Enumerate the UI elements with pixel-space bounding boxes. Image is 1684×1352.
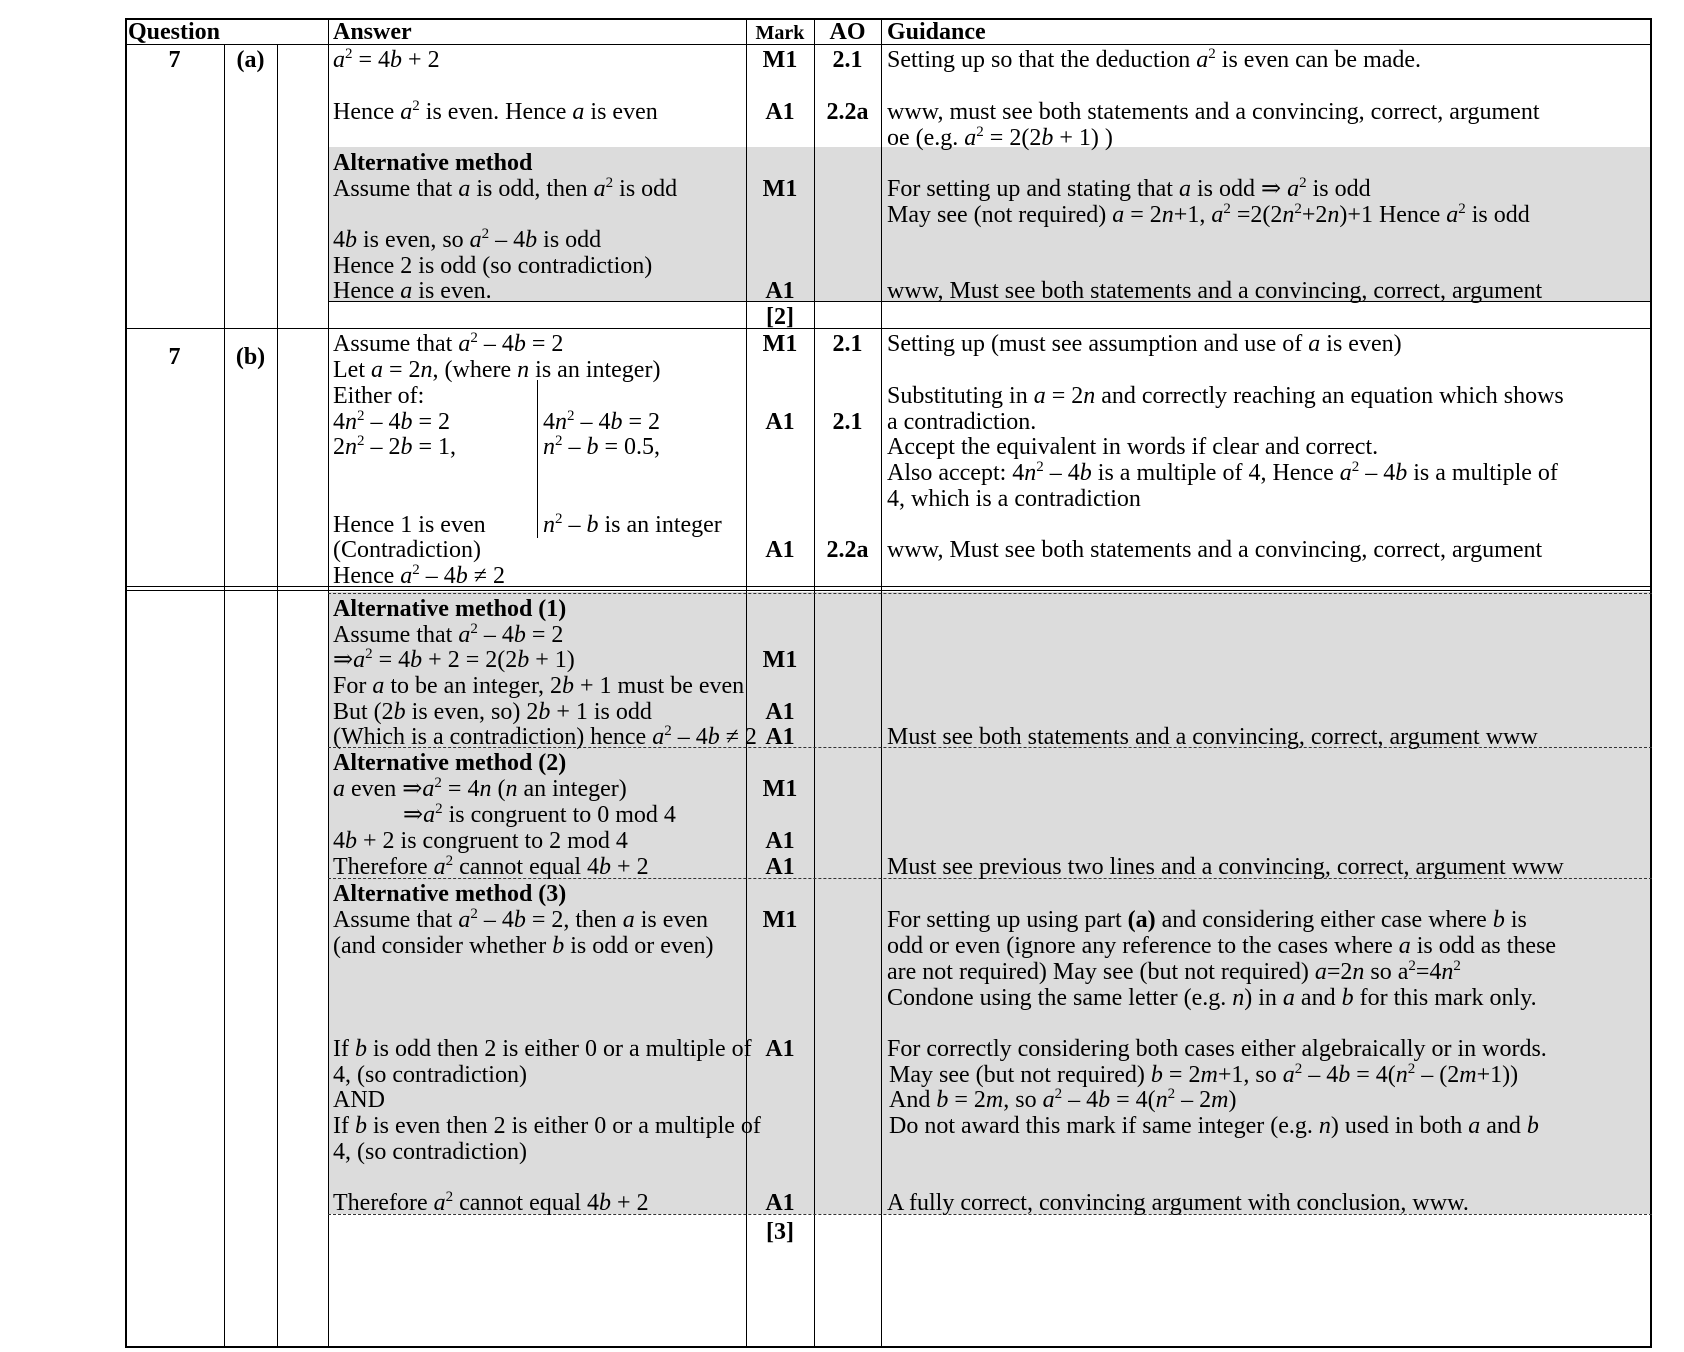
mark-cell: M1 [762,776,798,802]
guidance-line: And b = 2m, so $a^2 - 4b = 4(n^2 - 2m)$ [889,1086,1237,1113]
alt-method-title: Alternative method [333,150,533,176]
answer-line: Assume that $a^2 - 4b = 2$ [333,621,564,648]
total-marks: [3] [766,1219,794,1245]
answer-line: Therefore $a^2$ cannot equal 4b + 2 [333,1189,649,1216]
answer-line: Hence a is even. [333,278,492,304]
answer-line: AND [333,1087,385,1113]
ao-cell: 2.1 [832,331,863,357]
ao-cell: 2.2a [826,99,869,125]
answer-line: If b is odd then 2 is either 0 or a multiple of [333,1036,752,1062]
guidance-line: Accept the equivalent in words if clear and correct. [887,434,1379,460]
guidance-line: www, must see both statements and a convincing, correct, argument [887,99,1540,125]
header-answer: Answer [333,19,412,45]
guidance-line: a contradiction. [887,409,1037,435]
mark-cell: A1 [765,854,795,880]
question-part: (a) [236,47,265,73]
mark-cell: M1 [762,907,798,933]
answer-line: Hence $a^2 - 4b \ne 2$ [333,562,505,589]
guidance-line: oe (e.g. $a^2 = 2(2b + 1)$ ) [887,124,1113,151]
guidance-line: www, Must see both statements and a convincing, correct, argument [887,537,1543,563]
mark-scheme-page [125,18,1652,1348]
answer-line: (Which is a contradiction) hence $a^2 - 4b \ne 2$ [333,723,757,750]
answer-line: Assume that $a^2 - 4b = 2$ [333,330,564,357]
answer-line: Hence 2 is odd (so contradiction) [333,253,653,279]
alt-method-title: Alternative method (2) [333,750,567,776]
guidance-line: May see (not required) a = 2n+1, $a^2 =2(2n^2+2n)+1$ Hence $a^2$ is odd [887,201,1530,228]
alt-method-title: Alternative method (1) [333,596,567,622]
answer-line: $2n^2 - 2b = 1$, [333,433,457,460]
guidance-line: For correctly considering both cases either algebraically or in words. [887,1036,1547,1062]
header-question: Question [128,19,221,45]
header-mark: Mark [755,22,805,44]
total-marks: [2] [766,304,794,330]
guidance-line: Condone using the same letter (e.g. n) in a and b for this mark only. [887,985,1537,1011]
answer-line: a even $\Rightarrow a^2 = 4n$ (n an integer) [333,775,627,802]
answer-line: 4, (so contradiction) [333,1062,527,1088]
answer-line: For a to be an integer, 2b + 1 must be even [333,673,745,699]
answer-line: Assume that $a^2 - 4b = 2$, then a is even [333,906,708,933]
mark-cell: A1 [765,99,795,125]
mark-cell: M1 [762,331,798,357]
answer-line: Let a = 2n, (where n is an integer) [333,357,661,383]
answer-line: If b is even then 2 is either 0 or a multiple of [333,1113,761,1139]
guidance-line: For setting up and stating that a is odd ⇒ $a^2$ is odd [887,175,1371,202]
guidance-line: Substituting in a = 2n and correctly reaching an equation which shows [887,383,1564,409]
guidance-line: A fully correct, convincing argument with conclusion, www. [887,1190,1469,1216]
guidance-line: odd or even (ignore any reference to the cases where a is odd as these [887,933,1557,959]
ao-cell: 2.2a [826,537,869,563]
guidance-line: Setting up so that the deduction $a^2$ is even can be made. [887,46,1422,73]
question-number: 7 [168,344,181,370]
answer-line: Hence 1 is even [333,512,486,538]
guidance-line: May see (but not required) b = 2m+1, so $a^2 - 4b = 4(n^2 - (2m+1))$ [889,1061,1519,1088]
header-ao: AO [829,19,866,45]
guidance-line: Do not award this mark if same integer (e.g. n) used in both a and b [889,1113,1539,1139]
answer-line: $\Rightarrow a^2$ is congruent to 0 mod 4 [403,801,676,828]
ao-cell: 2.1 [832,47,863,73]
answer-line: $4n^2 - 4b = 2$ [543,408,661,435]
question-part: (b) [235,344,266,370]
guidance-line: are not required) May see (but not required) a=2n so $a^2=4n^2$ [887,958,1461,985]
answer-line: (Contradiction) [333,537,481,563]
answer-line: $n^2$ – b is an integer [543,511,722,538]
mark-cell: A1 [765,409,795,435]
mark-cell: A1 [765,1190,795,1216]
guidance-line: Setting up (must see assumption and use of a is even) [887,331,1402,357]
answer-line: 4, (so contradiction) [333,1139,527,1165]
mark-cell: A1 [765,537,795,563]
answer-line: Therefore $a^2$ cannot equal 4b + 2 [333,853,649,880]
mark-cell: M1 [762,176,798,202]
answer-line: $4n^2 - 4b = 2$ [333,408,451,435]
guidance-line: 4, which is a contradiction [887,486,1141,512]
ao-cell: 2.1 [832,409,863,435]
guidance-line: www, Must see both statements and a convincing, correct, argument [887,278,1543,304]
header-guidance: Guidance [887,19,986,45]
mark-cell: A1 [765,699,795,725]
answer-line: $n^2 - b = 0.5$, [543,433,661,460]
guidance-line: Must see both statements and a convincing, correct, argument www [887,724,1538,750]
alt-method-title: Alternative method (3) [333,881,567,907]
mark-cell: M1 [762,47,798,73]
answer-line: Assume that a is odd, then $a^2$ is odd [333,175,678,202]
answer-line: (and consider whether b is odd or even) [333,933,714,959]
guidance-line: Also accept: $4n^2 - 4b$ is a multiple of 4, Hence $a^2 - 4b$ is a multiple of [887,459,1558,486]
mark-cell: A1 [765,828,795,854]
mark-cell: M1 [762,647,798,673]
answer-line: 4b + 2 is congruent to 2 mod 4 [333,828,628,854]
answer-line: $\Rightarrow a^2 = 4b + 2 = 2(2b + 1)$ [333,646,575,673]
guidance-line: Must see previous two lines and a convincing, correct, argument www [887,854,1564,880]
question-number: 7 [168,47,181,73]
mark-cell: A1 [765,1036,795,1062]
mark-cell: A1 [765,278,795,304]
answer-line: But (2b is even, so) 2b + 1 is odd [333,699,652,725]
mark-cell: A1 [765,724,795,750]
answer-line: $a^2 = 4b + 2$ [333,46,440,73]
answer-line: Hence $a^2$ is even. Hence a is even [333,98,658,125]
answer-line: 4b is even, so $a^2 - 4b$ is odd [333,226,602,253]
answer-line: Either of: [333,383,425,409]
guidance-line: For setting up using part (a) and considering either case where b is [887,907,1527,933]
